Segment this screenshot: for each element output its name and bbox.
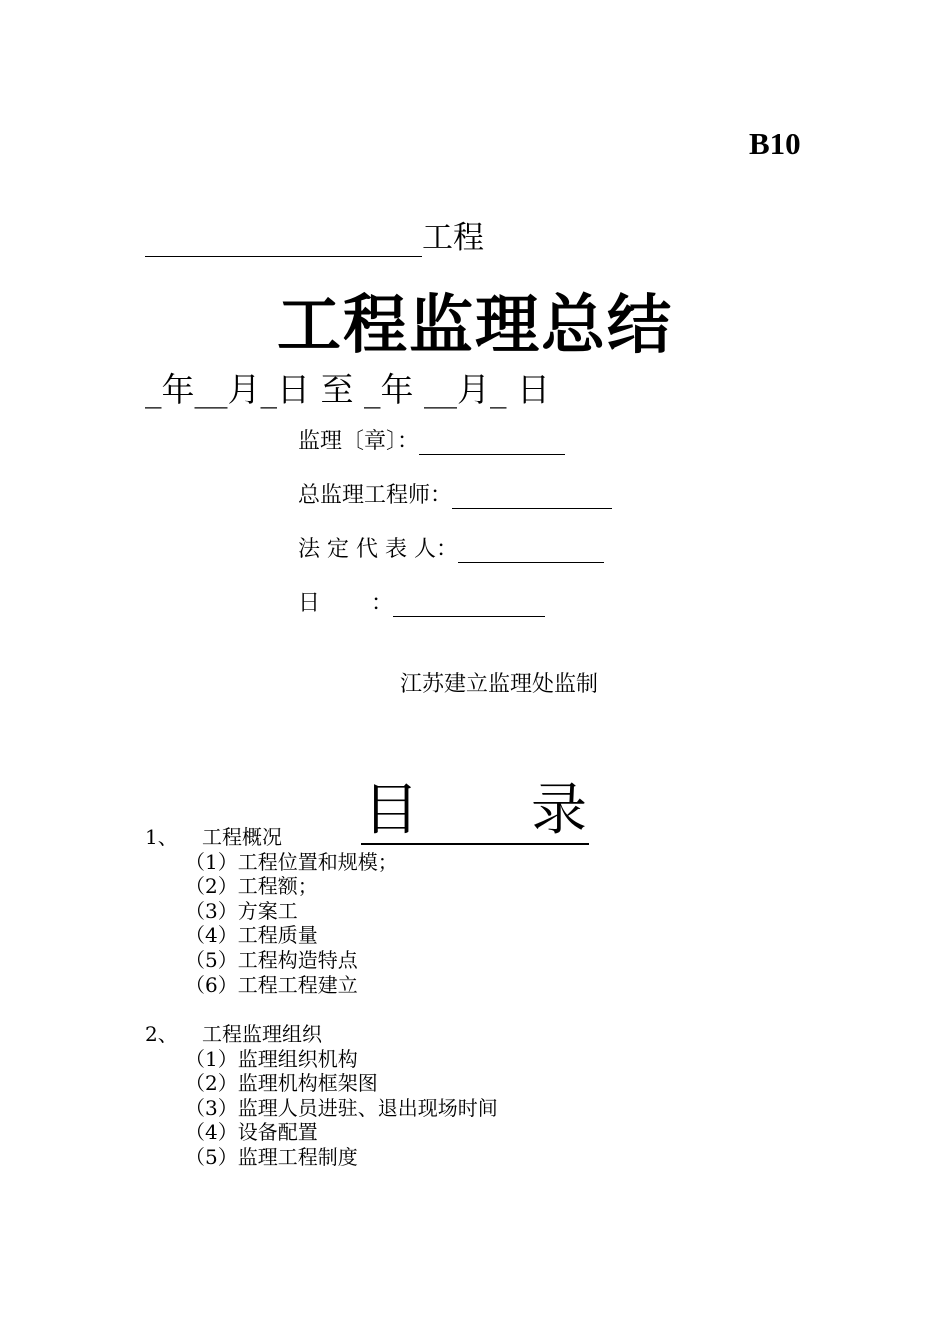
document-title: 工程监理总结 [277,288,673,363]
toc-item: （4）设备配置 [185,1120,318,1145]
maker-note: 江苏建立监理处监制 [400,672,599,697]
signature-label: 监理〔章〕： [298,429,420,454]
signature-blank [419,432,565,455]
toc-section-title: 工程监理组织 [202,1022,322,1046]
toc-section-title: 工程概况 [202,825,282,849]
signature-label: 总监理工程师： [298,483,453,508]
toc-item: （1）监理组织机构 [185,1046,358,1071]
toc-title-text: 目 录 [363,778,587,843]
toc-item: （5）工程构造特点 [185,947,358,972]
toc-section [145,1022,498,1170]
toc-item: （1）工程位置和规模； [185,849,398,874]
signature-row-date [298,586,545,617]
signature-row-legal [298,532,604,563]
date-range: _年__月_日 至 _年 __月_ 日 [145,370,550,409]
signature-blank [452,486,612,509]
toc-section-number: 2、 [145,1022,178,1046]
signature-label: 日 ： [298,591,393,616]
form-code: B10 [749,126,801,161]
signature-blank [458,540,604,563]
signature-row-seal [298,424,565,455]
toc-item: （3）方案工 [185,898,298,923]
signature-blank [393,594,545,617]
toc-item: （2）监理机构框架图 [185,1071,378,1096]
toc-section [145,825,398,997]
toc-section-heading [145,1022,498,1047]
toc-section-heading [145,825,398,850]
signature-row-chief [298,478,612,509]
toc-item: （2）工程额； [185,874,318,899]
project-name-line [145,212,484,257]
toc-item: （5）监理工程制度 [185,1144,358,1169]
toc-item: （3）监理人员进驻、退出现场时间 [185,1095,498,1120]
project-name-blank [145,226,422,257]
toc-title [0,766,950,846]
project-suffix: 工程 [422,220,484,256]
signature-label: 法 定 代 表 人： [298,537,458,562]
toc-item: （4）工程质量 [185,923,318,948]
toc-item: （6）工程工程建立 [185,972,358,997]
toc-section-number: 1、 [145,825,178,849]
